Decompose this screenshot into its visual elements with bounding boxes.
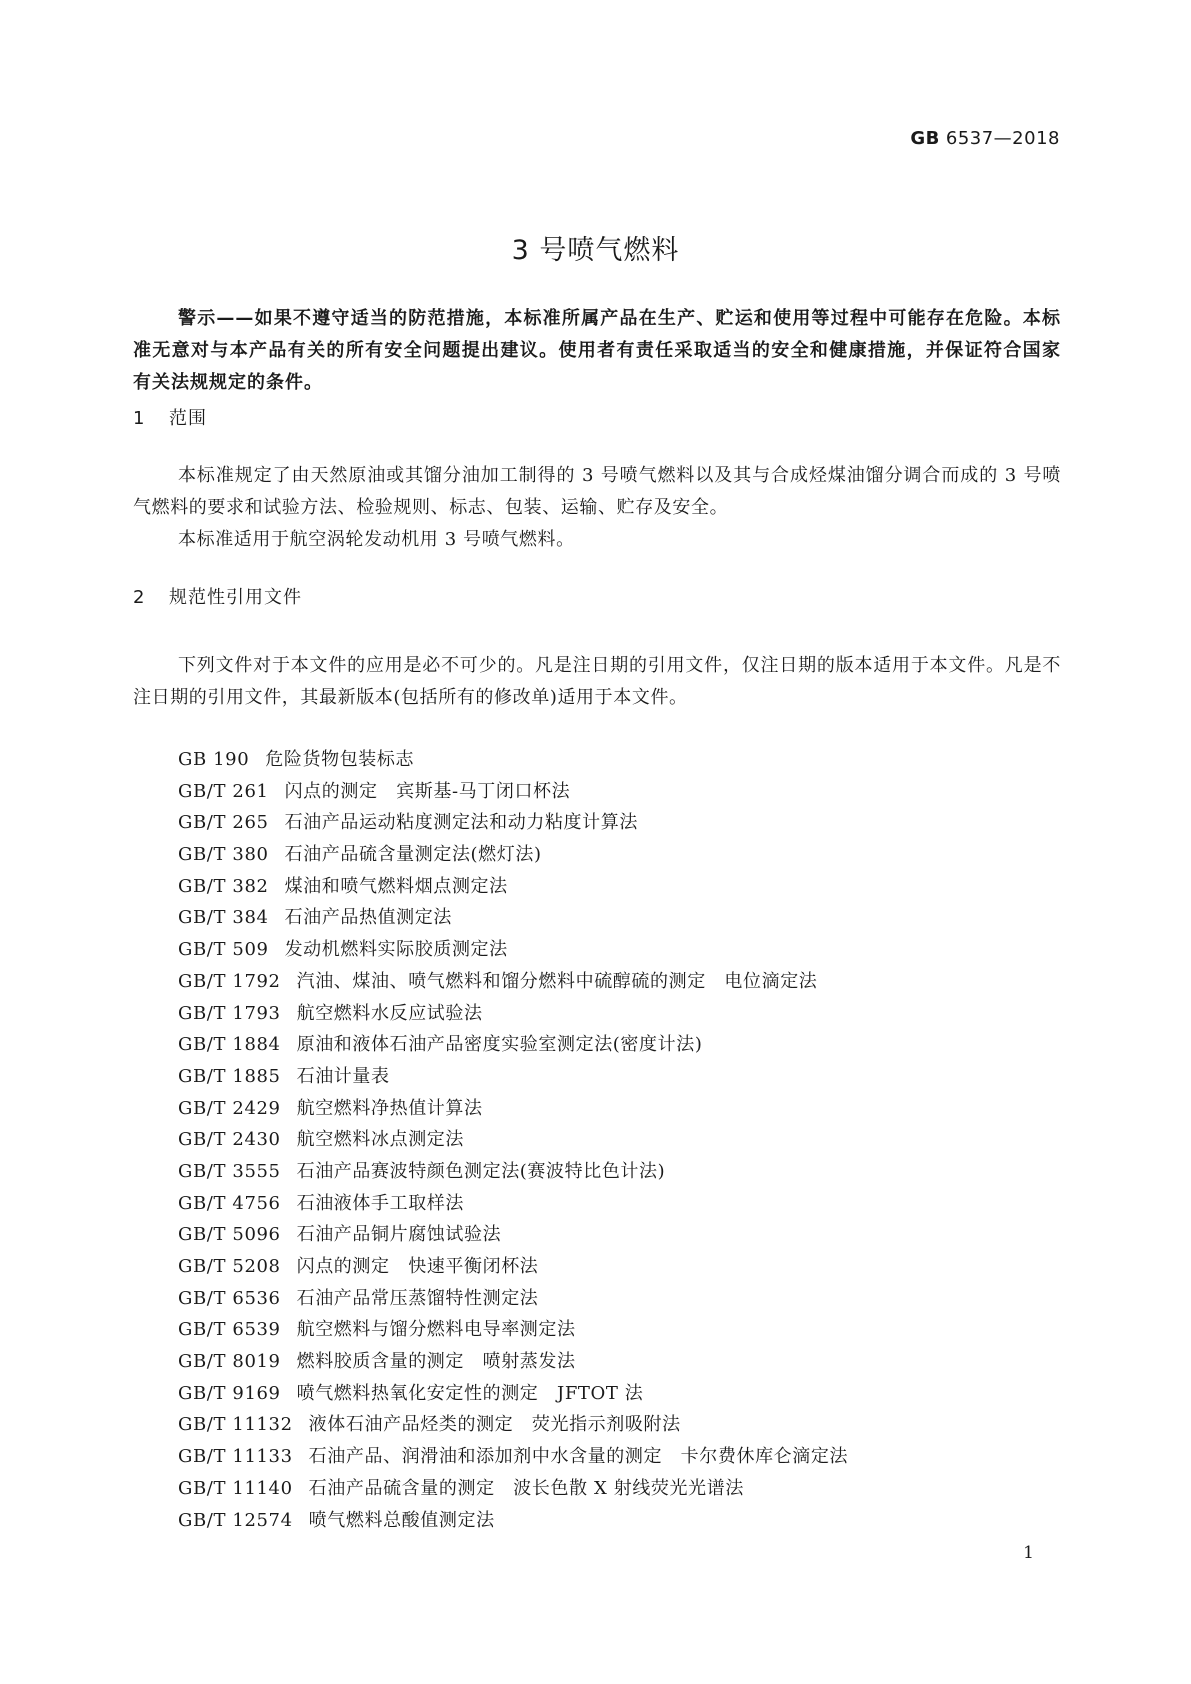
- reference-item: [178, 1156, 848, 1188]
- reference-title: 石油产品硫含量的测定 波长色散 X 射线荧光光谱法: [308, 1477, 744, 1499]
- reference-title: 航空燃料净热值计算法: [296, 1097, 483, 1119]
- reference-item: [178, 966, 848, 998]
- reference-title: 喷气燃料总酸值测定法: [308, 1509, 495, 1531]
- reference-title: 石油产品运动粘度测定法和动力粘度计算法: [284, 812, 638, 834]
- reference-title: 汽油、煤油、喷气燃料和馏分燃料中硫醇硫的测定 电位滴定法: [296, 970, 818, 992]
- reference-item: [178, 934, 848, 966]
- reference-title: 石油产品、润滑油和添加剂中水含量的测定 卡尔费休库仑滴定法: [308, 1446, 849, 1468]
- reference-code: GB/T 509: [178, 939, 269, 961]
- reference-title: 危险货物包装标志: [265, 749, 415, 770]
- reference-code: GB/T 1793: [178, 1002, 281, 1024]
- reference-title: 燃料胶质含量的测定 喷射蒸发法: [296, 1351, 576, 1373]
- reference-list: [178, 744, 848, 1536]
- reference-code: GB/T 1885: [178, 1065, 281, 1087]
- reference-item: [178, 871, 848, 903]
- reference-title: 液体石油产品烃类的测定 荧光指示剂吸附法: [308, 1414, 681, 1436]
- reference-code: GB/T 261: [178, 780, 269, 802]
- section-1-body: [133, 460, 1061, 556]
- reference-title: 石油液体手工取样法: [296, 1192, 465, 1214]
- paragraph: 下列文件对于本文件的应用是必不可少的。凡是注日期的引用文件，仅注日期的版本适用于本文件。凡是不注日期的引用文件，其最新版本(包括所有的修改单)适用于本文件。: [133, 655, 1061, 708]
- reference-code: GB/T 384: [178, 907, 269, 929]
- section-2-heading: [133, 583, 302, 609]
- reference-item: [178, 998, 848, 1030]
- reference-code: GB/T 8019: [178, 1351, 281, 1373]
- reference-code: GB/T 3555: [178, 1160, 281, 1182]
- reference-item: [178, 1124, 848, 1156]
- reference-item: [178, 1029, 848, 1061]
- document-title: 3 号喷气燃料: [511, 235, 680, 266]
- reference-title: 石油产品赛波特颜色测定法(赛波特比色计法): [296, 1160, 666, 1182]
- section-2-title: 规范性引用文件: [169, 587, 302, 608]
- reference-item: [178, 1441, 848, 1473]
- warning-notice: 警示——如果不遵守适当的防范措施，本标准所属产品在生产、贮运和使用等过程中可能存在危险。本标准无意对与本产品有关的所有安全问题提出建议。使用者有责任采取适当的安全和健康措施，并保证符合国家有关法规规定的条件。: [133, 308, 1061, 393]
- reference-item: [178, 1314, 848, 1346]
- standard-id: [910, 128, 1060, 149]
- reference-code: GB/T 11133: [178, 1446, 293, 1468]
- reference-code: GB 190: [178, 749, 250, 770]
- reference-title: 闪点的测定 宾斯基-马丁闭口杯法: [284, 780, 571, 802]
- reference-item: [178, 1188, 848, 1220]
- reference-item: [178, 1473, 848, 1505]
- reference-item: [178, 1093, 848, 1125]
- reference-item: [178, 1219, 848, 1251]
- reference-title: 原油和液体石油产品密度实验室测定法(密度计法): [296, 1034, 703, 1056]
- reference-title: 航空燃料水反应试验法: [296, 1002, 483, 1024]
- reference-item: [178, 807, 848, 839]
- reference-code: GB/T 2430: [178, 1129, 281, 1151]
- reference-code: GB/T 11132: [178, 1414, 293, 1436]
- reference-title: 航空燃料冰点测定法: [296, 1129, 465, 1151]
- reference-item: [178, 1251, 848, 1283]
- reference-code: GB/T 5096: [178, 1224, 281, 1246]
- reference-code: GB/T 4756: [178, 1192, 281, 1214]
- reference-title: 煤油和喷气燃料烟点测定法: [284, 875, 508, 897]
- reference-title: 石油产品热值测定法: [284, 907, 452, 929]
- reference-title: 喷气燃料热氧化安定性的测定 JFTOT 法: [296, 1382, 644, 1404]
- reference-title: 石油计量表: [296, 1065, 390, 1087]
- reference-item: [178, 776, 848, 808]
- reference-code: GB/T 12574: [178, 1509, 293, 1531]
- reference-item: [178, 1283, 848, 1315]
- standard-number: 6537—2018: [945, 128, 1060, 149]
- reference-item: [178, 744, 848, 776]
- page-number: 1: [1023, 1543, 1034, 1563]
- reference-code: GB/T 380: [178, 844, 269, 866]
- reference-item: [178, 1505, 848, 1537]
- reference-code: GB/T 6536: [178, 1287, 281, 1309]
- reference-code: GB/T 6539: [178, 1319, 281, 1341]
- reference-code: GB/T 265: [178, 812, 269, 834]
- paragraph: 本标准规定了由天然原油或其馏分油加工制得的 3 号喷气燃料以及其与合成烃煤油馏分调合而成的 3 号喷气燃料的要求和试验方法、检验规则、标志、包装、运输、贮存及安全。: [133, 465, 1061, 518]
- section-1-title: 范围: [169, 408, 207, 429]
- reference-code: GB/T 1884: [178, 1034, 281, 1056]
- reference-title: 发动机燃料实际胶质测定法: [284, 939, 508, 961]
- reference-code: GB/T 1792: [178, 970, 281, 992]
- section-2-number: 2: [133, 587, 146, 608]
- reference-code: GB/T 5208: [178, 1256, 281, 1277]
- reference-item: [178, 1409, 848, 1441]
- reference-item: [178, 1346, 848, 1378]
- standard-prefix: GB: [910, 128, 940, 149]
- reference-item: [178, 1378, 848, 1410]
- section-2-body: [133, 650, 1061, 714]
- reference-item: [178, 839, 848, 871]
- reference-code: GB/T 9169: [178, 1382, 281, 1404]
- section-1-heading: [133, 404, 207, 430]
- paragraph: 本标准适用于航空涡轮发动机用 3 号喷气燃料。: [178, 529, 575, 550]
- reference-code: GB/T 2429: [178, 1097, 281, 1119]
- reference-item: [178, 902, 848, 934]
- reference-title: 石油产品常压蒸馏特性测定法: [296, 1287, 539, 1309]
- reference-code: GB/T 11140: [178, 1477, 293, 1499]
- reference-item: [178, 1061, 848, 1093]
- reference-code: GB/T 382: [178, 875, 269, 897]
- reference-title: 石油产品铜片腐蚀试验法: [296, 1224, 502, 1246]
- reference-title: 石油产品硫含量测定法(燃灯法): [284, 844, 542, 866]
- reference-title: 闪点的测定 快速平衡闭杯法: [296, 1256, 539, 1277]
- section-1-number: 1: [133, 408, 146, 429]
- reference-title: 航空燃料与馏分燃料电导率测定法: [296, 1319, 576, 1341]
